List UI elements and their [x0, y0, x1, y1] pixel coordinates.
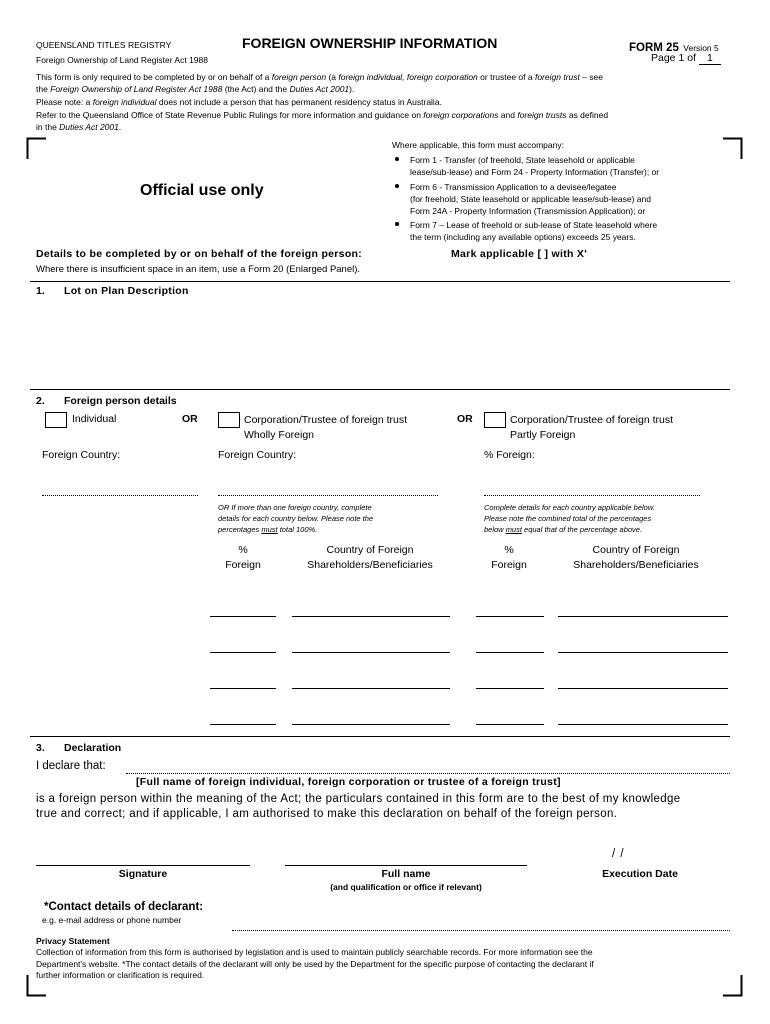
qualification-label: (and qualification or office if relevant) [330, 882, 482, 892]
individual-country-input[interactable] [42, 495, 198, 496]
corner-mark-bottom-right [723, 975, 743, 997]
wholly-foreign-checkbox[interactable] [218, 412, 240, 428]
corner-mark-top-left [26, 137, 46, 159]
section-2-number: 2. [36, 395, 45, 407]
partly-foreign-note: Complete details for each country applicable below. Please note the combined total of the percentages below must equal that of the percentage above. [484, 503, 655, 534]
mark-applicable-instruction: Mark applicable [ ] with X' [451, 248, 588, 260]
bullet-icon [395, 222, 399, 226]
execution-date-input[interactable]: / / [612, 848, 624, 860]
corner-mark-bottom-left [26, 975, 46, 997]
full-name-input[interactable] [285, 865, 527, 866]
percent-foreign-label: % Foreign: [484, 449, 535, 461]
wholly-percent-input[interactable] [210, 616, 276, 617]
insufficient-space-note: Where there is insufficient space in an item, use a Form 20 (Enlarged Panel). [36, 264, 361, 275]
wholly-country-header: Country of Foreign Shareholders/Beneficiaries [307, 544, 433, 571]
section-1-title: Lot on Plan Description [64, 285, 189, 297]
full-name-bracket: [Full name of foreign individual, foreign corporation or trustee of a foreign trust] [136, 776, 561, 788]
declaration-text-2: true and correct; and if applicable, I am authorised to make this declaration on behalf of the foreign person. [36, 808, 618, 820]
accompany-heading: Where applicable, this form must accompany: [392, 140, 564, 150]
individual-label: Individual [72, 413, 117, 425]
full-name-label: Full name [381, 868, 431, 880]
privacy-title: Privacy Statement [36, 936, 110, 946]
partly-country-row-input[interactable] [558, 652, 728, 653]
form-title: FOREIGN OWNERSHIP INFORMATION [242, 35, 498, 51]
wholly-country-row-input[interactable] [292, 616, 450, 617]
wholly-country-row-input[interactable] [292, 652, 450, 653]
wholly-foreign-note: OR If more than one foreign country, complete details for each country below. Please note the percentages must total 100%. [218, 503, 374, 534]
intro-line-1: This form is only required to be completed by or on behalf of a foreign person (a foreign individual, foreign corporation or trustee of a foreign trust – see [36, 72, 604, 82]
or-label: OR [457, 413, 473, 425]
individual-checkbox[interactable] [45, 412, 67, 428]
bullet-icon [395, 184, 399, 188]
intro-line-5: in the Duties Act 2001. [36, 122, 122, 132]
partly-country-header: Country of Foreign Shareholders/Beneficiaries [573, 544, 699, 571]
partly-foreign-checkbox[interactable] [484, 412, 506, 428]
signature-input[interactable] [36, 865, 250, 866]
or-label: OR [182, 413, 198, 425]
wholly-country-input[interactable] [218, 495, 438, 496]
partly-percent-input[interactable] [476, 688, 544, 689]
percent-foreign-input[interactable] [484, 495, 700, 496]
page-indicator [651, 52, 721, 65]
partly-country-row-input[interactable] [558, 616, 728, 617]
intro-line-3: Please note: a foreign individual does not include a person that has permanent residency status in Australia. [36, 97, 442, 107]
contact-details-title: *Contact details of declarant: [44, 901, 204, 913]
corner-mark-top-right [723, 137, 743, 159]
form-number: FORM 25 [629, 42, 679, 54]
wholly-percent-input[interactable] [210, 724, 276, 725]
contact-details-example: e.g. e-mail address or phone number [42, 915, 182, 925]
wholly-country-row-input[interactable] [292, 724, 450, 725]
page-total: 1 [699, 52, 721, 65]
declarant-full-name-input[interactable] [126, 773, 730, 774]
privacy-text: Collection of information from this form is authorised by legislation and is used to maintain publicly searchable records. For more information see the Department's website. *The contact details of the declarant will only be used by the Department for the specific purpose of contacting the declarant if further information or clarification is required. [36, 947, 594, 980]
accompany-item-1: Form 1 - Transfer (of freehold, State leasehold or applicable lease/sub-lease) and Form 24 - Property Information (Transfer); or [410, 155, 660, 177]
section-1-number: 1. [36, 285, 45, 297]
accompany-item-3: Form 7 – Lease of freehold or sub-lease of State leasehold where the term (including any available options) exceeds 25 years. [410, 220, 658, 242]
accompany-item-2: Form 6 - Transmission Application to a devisee/legatee (for freehold, State leasehold or applicable lease/sub-lease) and Form 24A - Property Information (Transmission Application); or [410, 182, 651, 216]
wholly-percent-input[interactable] [210, 688, 276, 689]
registry-name: QUEENSLAND TITLES REGISTRY [36, 40, 172, 50]
partly-percent-input[interactable] [476, 652, 544, 653]
wholly-percent-input[interactable] [210, 652, 276, 653]
signature-label: Signature [118, 868, 168, 880]
act-reference: Foreign Ownership of Land Register Act 1988 [36, 55, 208, 65]
lot-on-plan-field[interactable] [36, 300, 730, 386]
intro-line-2: the Foreign Ownership of Land Register Act 1988 (the Act) and the Duties Act 2001). [36, 84, 355, 94]
page-label: Page 1 of [651, 52, 696, 64]
divider [30, 281, 730, 282]
wholly-foreign-country-label: Foreign Country: [218, 449, 297, 461]
wholly-country-row-input[interactable] [292, 688, 450, 689]
partly-foreign-label: Corporation/Trustee of foreign trust Partly Foreign [510, 414, 674, 441]
section-3-number: 3. [36, 742, 45, 754]
partly-country-row-input[interactable] [558, 724, 728, 725]
section-3-title: Declaration [64, 742, 122, 754]
official-use-label: Official use only [140, 182, 264, 199]
wholly-percent-header: % Foreign [225, 544, 261, 571]
declaration-text-1: is a foreign person within the meaning of the Act; the particulars contained in this form are to the best of my knowledge [36, 793, 681, 805]
declare-label: I declare that: [36, 760, 106, 772]
execution-date-label: Execution Date [602, 868, 678, 880]
form-version: Version 5 [683, 43, 719, 53]
details-heading: Details to be completed by or on behalf of the foreign person: [36, 248, 363, 260]
partly-percent-header: % Foreign [491, 544, 527, 571]
divider [30, 736, 730, 737]
contact-details-input[interactable] [232, 930, 730, 931]
partly-country-row-input[interactable] [558, 688, 728, 689]
partly-percent-input[interactable] [476, 616, 544, 617]
partly-percent-input[interactable] [476, 724, 544, 725]
intro-line-4: Refer to the Queensland Office of State Revenue Public Rulings for more information and guidance on foreign corporations and foreign trusts as defined [36, 110, 609, 120]
section-2-title: Foreign person details [64, 395, 177, 407]
individual-foreign-country-label: Foreign Country: [42, 449, 121, 461]
wholly-foreign-label: Corporation/Trustee of foreign trust Wholly Foreign [244, 414, 408, 441]
divider [30, 389, 730, 390]
bullet-icon [395, 157, 399, 161]
